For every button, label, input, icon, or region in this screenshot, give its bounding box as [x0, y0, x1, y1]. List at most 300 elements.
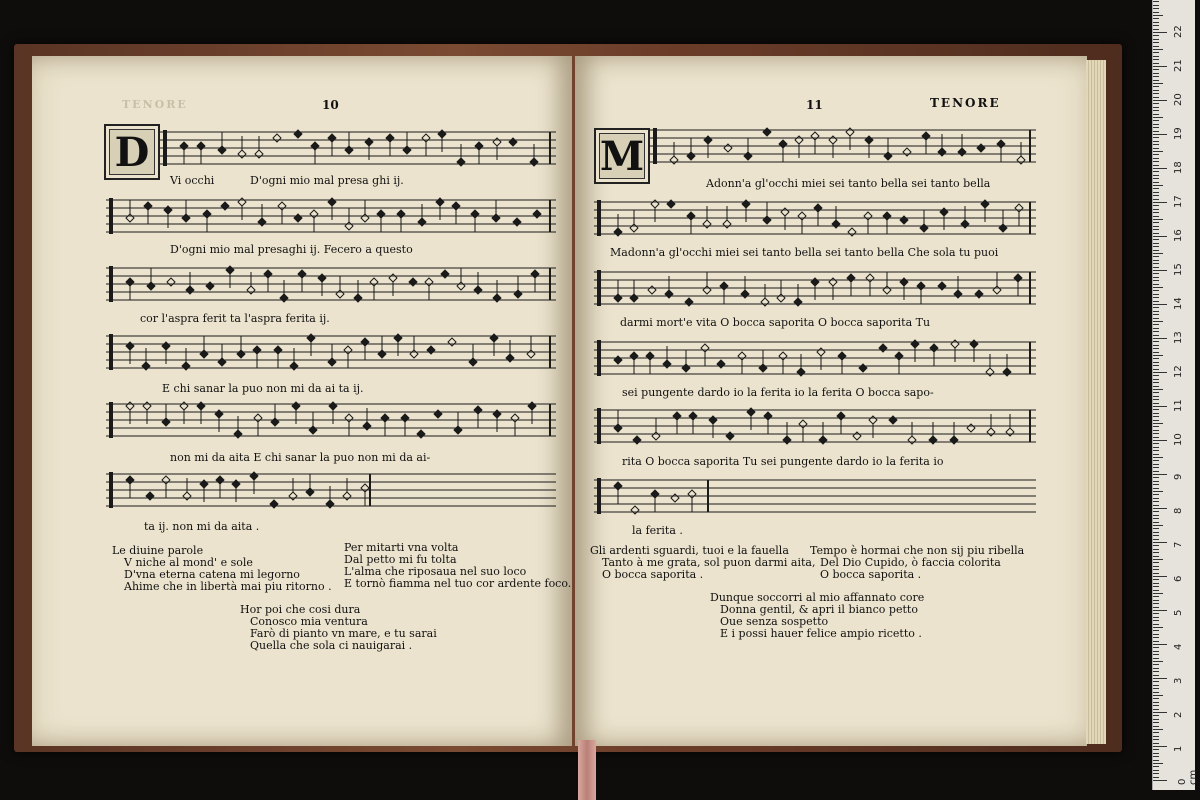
ruler-tick	[1153, 287, 1163, 288]
note-head	[328, 134, 336, 142]
left-page-number: 10	[322, 98, 339, 112]
ruler-tick	[1153, 406, 1167, 407]
ruler-tick	[1153, 5, 1159, 6]
ruler-tick	[1153, 233, 1159, 234]
note-head	[817, 348, 825, 356]
note-head	[278, 202, 286, 210]
ruler-tick	[1153, 712, 1167, 713]
bookmark-ribbon	[578, 740, 596, 800]
ruler-tick	[1153, 379, 1159, 380]
ruler-number: 8	[1173, 507, 1184, 514]
ruler-number: 14	[1173, 297, 1184, 310]
note-head	[146, 492, 154, 500]
ruler-unit-label: 0 cm	[1177, 769, 1199, 785]
note-head	[292, 402, 300, 410]
right-lyric-1: Adonn'a gl'occhi miei sei tanto bella sei tanto bella	[706, 177, 991, 190]
ruler-tick	[1153, 80, 1159, 81]
note-head	[280, 294, 288, 302]
note-head	[471, 210, 479, 218]
note-head	[143, 402, 151, 410]
ruler-tick	[1153, 110, 1159, 111]
left-staff-3	[106, 262, 556, 306]
ruler-tick	[1153, 698, 1159, 699]
ruler-tick	[1153, 766, 1159, 767]
right-staff-6	[594, 474, 1036, 518]
ruler-tick	[1153, 715, 1159, 716]
ruler-tick	[1153, 426, 1159, 427]
note-head	[838, 352, 846, 360]
ruler-tick	[1153, 780, 1167, 781]
note-head	[182, 214, 190, 222]
note-head	[425, 278, 433, 286]
ruler-tick	[1153, 318, 1159, 319]
ruler-tick	[1153, 382, 1159, 383]
clef-mark	[109, 402, 113, 438]
ruler-tick	[1153, 178, 1159, 179]
ruler-tick	[1153, 430, 1159, 431]
note-head	[197, 142, 205, 150]
ruler-tick	[1153, 352, 1159, 353]
note-head	[329, 402, 337, 410]
note-head	[531, 270, 539, 278]
note-head	[434, 410, 442, 418]
ruler-tick	[1153, 590, 1159, 591]
ruler-tick	[1153, 32, 1167, 33]
note-head	[186, 286, 194, 294]
note-head	[454, 426, 462, 434]
ruler-tick	[1153, 573, 1159, 574]
right-staff-3	[594, 266, 1036, 310]
note-head	[438, 130, 446, 138]
ruler-tick	[1153, 311, 1159, 312]
note-head	[298, 270, 306, 278]
note-head	[879, 344, 887, 352]
note-head	[422, 134, 430, 142]
note-head	[474, 406, 482, 414]
right-staff-4	[594, 336, 1036, 380]
ruler-tick	[1153, 562, 1159, 563]
note-head	[761, 298, 769, 306]
note-head	[345, 146, 353, 154]
ruler-tick	[1153, 100, 1167, 101]
ruler-tick	[1153, 627, 1163, 628]
ruler-tick	[1153, 39, 1159, 40]
ruler-tick	[1153, 685, 1159, 686]
ruler-tick	[1153, 736, 1159, 737]
ruler-tick	[1153, 440, 1167, 441]
note-head	[533, 210, 541, 218]
ruler-tick	[1153, 739, 1159, 740]
note-head	[987, 428, 995, 436]
ruler-tick	[1153, 154, 1159, 155]
ruler-tick	[1153, 423, 1163, 424]
ruler-number: 2	[1173, 711, 1184, 718]
note-head	[306, 488, 314, 496]
note-head	[221, 202, 229, 210]
ruler-tick	[1153, 73, 1159, 74]
ruler-tick	[1153, 467, 1159, 468]
note-head	[294, 130, 302, 138]
note-head	[682, 364, 690, 372]
note-head	[687, 212, 695, 220]
note-head	[779, 140, 787, 148]
ruler-number: 17	[1173, 195, 1184, 208]
note-head	[908, 436, 916, 444]
note-head	[326, 500, 334, 508]
ruler-tick	[1153, 63, 1159, 64]
ruler-tick	[1153, 613, 1159, 614]
note-head	[954, 290, 962, 298]
ruler-number: 19	[1173, 127, 1184, 140]
clef-mark	[597, 340, 601, 376]
right-staff-1	[650, 124, 1036, 168]
note-head	[883, 212, 891, 220]
note-head	[869, 416, 877, 424]
note-head	[999, 224, 1007, 232]
right-lyric-5: rita O bocca saporita Tu sei pungente dardo io la ferita io	[622, 455, 944, 468]
ruler-tick	[1153, 345, 1159, 346]
ruler-number: 11	[1173, 399, 1184, 412]
ruler-tick	[1153, 624, 1159, 625]
note-head	[126, 214, 134, 222]
note-head	[354, 294, 362, 302]
ruler-number: 10	[1173, 433, 1184, 446]
right-lyric-6: la ferita .	[632, 524, 683, 537]
note-head	[294, 214, 302, 222]
ruler-tick	[1153, 576, 1167, 577]
note-head	[197, 402, 205, 410]
note-head	[403, 146, 411, 154]
ruler-tick	[1153, 668, 1159, 669]
note-head	[929, 436, 937, 444]
ruler-tick	[1153, 671, 1159, 672]
right-page-number: 11	[806, 98, 823, 112]
ruler-tick	[1153, 464, 1159, 465]
ruler-tick	[1153, 239, 1159, 240]
note-head	[630, 352, 638, 360]
ruler-tick	[1153, 454, 1159, 455]
verse-line: D'vna eterna catena mi legorno	[124, 568, 300, 581]
ruler-tick	[1153, 488, 1159, 489]
ruler-tick	[1153, 195, 1159, 196]
ruler-tick	[1153, 222, 1159, 223]
ruler-tick	[1153, 498, 1159, 499]
note-head	[630, 224, 638, 232]
ruler-tick	[1153, 362, 1159, 363]
clef-mark	[597, 478, 601, 514]
right-lyric-4: sei pungente dardo io la ferita io la ferita O bocca sapo-	[622, 386, 934, 399]
note-head	[779, 352, 787, 360]
ruler-tick	[1153, 141, 1159, 142]
note-head	[922, 132, 930, 140]
left-staff-6	[106, 468, 556, 512]
note-head	[469, 358, 477, 366]
verse-line: Tanto à me grata, sol puon darmi aita,	[602, 556, 816, 569]
note-head	[457, 282, 465, 290]
ruler-tick	[1153, 151, 1163, 152]
note-head	[238, 198, 246, 206]
left-verse-stanza-1	[112, 545, 332, 593]
ruler-tick	[1153, 321, 1163, 322]
note-head	[264, 270, 272, 278]
note-head	[250, 472, 258, 480]
ruler-tick	[1153, 474, 1167, 475]
note-head	[457, 158, 465, 166]
clef-mark	[597, 270, 601, 306]
verse-line: O bocca saporita .	[602, 568, 704, 581]
ruler-tick	[1153, 267, 1159, 268]
ruler-tick	[1153, 678, 1167, 679]
note-head	[381, 414, 389, 422]
note-head	[378, 350, 386, 358]
measuring-ruler	[1152, 0, 1199, 790]
note-head	[900, 216, 908, 224]
note-head	[846, 128, 854, 136]
right-staff-5	[594, 404, 1036, 448]
ruler-tick	[1153, 552, 1159, 553]
note-head	[363, 422, 371, 430]
ruler-tick	[1153, 596, 1159, 597]
ruler-tick	[1153, 35, 1159, 36]
ruler-tick	[1153, 569, 1159, 570]
note-head	[797, 368, 805, 376]
right-header-title: TENORE	[930, 96, 1001, 110]
note-head	[724, 144, 732, 152]
clef-mark	[109, 198, 113, 234]
ruler-tick	[1153, 777, 1159, 778]
ruler-tick	[1153, 202, 1167, 203]
ruler-tick	[1153, 603, 1159, 604]
note-head	[759, 364, 767, 372]
ruler-tick	[1153, 658, 1159, 659]
note-head	[895, 352, 903, 360]
note-head	[673, 412, 681, 420]
ruler-tick	[1153, 338, 1167, 339]
note-head	[200, 480, 208, 488]
ruler-tick	[1153, 528, 1159, 529]
ruler-tick	[1153, 56, 1159, 57]
verse-line: Tempo è hormai che non sij piu ribella	[810, 544, 1025, 557]
ruler-number: 12	[1173, 365, 1184, 378]
note-head	[911, 340, 919, 348]
ruler-tick	[1153, 280, 1159, 281]
ruler-tick	[1153, 304, 1167, 305]
ruler-tick	[1153, 46, 1159, 47]
note-head	[744, 152, 752, 160]
ruler-number: 15	[1173, 263, 1184, 276]
ruler-tick	[1153, 182, 1159, 183]
ruler-tick	[1153, 97, 1159, 98]
ruler-tick	[1153, 168, 1167, 169]
ruler-tick	[1153, 375, 1159, 376]
note-head	[883, 286, 891, 294]
note-head	[814, 204, 822, 212]
ruler-tick	[1153, 69, 1159, 70]
note-head	[832, 220, 840, 228]
note-head	[671, 494, 679, 502]
ruler-tick	[1153, 25, 1159, 26]
ruler-tick	[1153, 457, 1163, 458]
ruler-tick	[1153, 386, 1159, 387]
ruler-tick	[1153, 131, 1159, 132]
note-head	[142, 362, 150, 370]
ruler-tick	[1153, 144, 1159, 145]
ruler-number: 22	[1173, 25, 1184, 38]
ruler-tick	[1153, 284, 1159, 285]
ruler-tick	[1153, 175, 1159, 176]
ruler-tick	[1153, 205, 1159, 206]
note-head	[126, 476, 134, 484]
ruler-tick	[1153, 42, 1159, 43]
note-head	[377, 210, 385, 218]
note-head	[397, 210, 405, 218]
verse-line: Hor poi che cosi dura	[240, 603, 361, 616]
note-head	[646, 352, 654, 360]
note-head	[307, 334, 315, 342]
ruler-tick	[1153, 396, 1159, 397]
note-head	[940, 208, 948, 216]
ruler-tick	[1153, 630, 1159, 631]
note-head	[506, 354, 514, 362]
note-head	[981, 200, 989, 208]
ruler-tick	[1153, 263, 1159, 264]
note-head	[216, 476, 224, 484]
note-head	[258, 218, 266, 226]
ruler-tick	[1153, 760, 1159, 761]
note-head	[162, 342, 170, 350]
ruler-tick	[1153, 229, 1159, 230]
ruler-tick	[1153, 188, 1159, 189]
ruler-tick	[1153, 749, 1159, 750]
ruler-number: 9	[1173, 473, 1184, 480]
ruler-tick	[1153, 726, 1159, 727]
note-head	[452, 202, 460, 210]
ruler-tick	[1153, 86, 1159, 87]
ruler-tick	[1153, 348, 1159, 349]
ruler-tick	[1153, 583, 1159, 584]
note-head	[663, 360, 671, 368]
ruler-tick	[1153, 722, 1159, 723]
ruler-tick	[1153, 620, 1159, 621]
note-head	[126, 402, 134, 410]
ruler-tick	[1153, 209, 1159, 210]
note-head	[311, 142, 319, 150]
note-head	[361, 214, 369, 222]
note-head	[837, 412, 845, 420]
ruler-tick	[1153, 161, 1159, 162]
clef-mark	[597, 200, 601, 236]
ruler-tick	[1153, 59, 1159, 60]
ruler-tick	[1153, 559, 1163, 560]
ruler-tick	[1153, 83, 1163, 84]
left-staff-4	[106, 330, 556, 374]
ruler-tick	[1153, 273, 1159, 274]
note-head	[386, 134, 394, 142]
left-staff-1	[160, 126, 556, 170]
note-head	[328, 198, 336, 206]
note-head	[970, 340, 978, 348]
ruler-number: 16	[1173, 229, 1184, 242]
note-head	[394, 334, 402, 342]
right-verse-stanza-1	[590, 545, 815, 581]
ruler-tick	[1153, 355, 1163, 356]
note-head	[670, 156, 678, 164]
note-head	[1014, 274, 1022, 282]
note-head	[889, 416, 897, 424]
note-head	[938, 148, 946, 156]
note-head	[631, 506, 639, 514]
ruler-tick	[1153, 409, 1159, 410]
note-head	[318, 274, 326, 282]
note-head	[271, 418, 279, 426]
ruler-tick	[1153, 460, 1159, 461]
note-head	[701, 344, 709, 352]
ruler-tick	[1153, 212, 1159, 213]
ruler-tick	[1153, 705, 1159, 706]
note-head	[726, 432, 734, 440]
ruler-tick	[1153, 158, 1159, 159]
ruler-tick	[1153, 226, 1159, 227]
ruler-tick	[1153, 76, 1159, 77]
ruler-tick	[1153, 192, 1159, 193]
ruler-tick	[1153, 137, 1159, 138]
ruler-tick	[1153, 719, 1159, 720]
ruler-tick	[1153, 22, 1159, 23]
note-head	[917, 282, 925, 290]
note-head	[811, 132, 819, 140]
note-head	[475, 142, 483, 150]
ruler-tick	[1153, 331, 1159, 332]
note-head	[951, 340, 959, 348]
ruler-tick	[1153, 93, 1159, 94]
ruler-tick	[1153, 66, 1167, 67]
ruler-tick	[1153, 15, 1163, 16]
ruler-tick	[1153, 654, 1159, 655]
ruler-tick	[1153, 49, 1163, 50]
note-head	[180, 402, 188, 410]
ruler-tick	[1153, 773, 1159, 774]
note-head	[309, 426, 317, 434]
clef-mark	[109, 334, 113, 370]
ruler-number: 1	[1173, 745, 1184, 752]
note-head	[492, 214, 500, 222]
note-head	[509, 138, 517, 146]
note-head	[717, 360, 725, 368]
note-head	[270, 500, 278, 508]
ruler-tick	[1153, 511, 1159, 512]
note-head	[704, 136, 712, 144]
left-verse-stanza-2	[344, 542, 571, 590]
note-head	[361, 484, 369, 492]
verse-line: E tornò fiamma nel tuo cor ardente foco.	[344, 577, 572, 590]
note-head	[651, 200, 659, 208]
verse-line: Per mitarti vna volta	[344, 541, 459, 554]
ruler-tick	[1153, 372, 1167, 373]
ruler-tick	[1153, 369, 1159, 370]
note-head	[853, 432, 861, 440]
ruler-tick	[1153, 763, 1163, 764]
ruler-tick	[1153, 365, 1159, 366]
ruler-tick	[1153, 566, 1159, 567]
ruler-number: 6	[1173, 575, 1184, 582]
ruler-tick	[1153, 324, 1159, 325]
note-head	[723, 220, 731, 228]
ruler-tick	[1153, 508, 1167, 509]
ruler-tick	[1153, 661, 1163, 662]
note-head	[747, 408, 755, 416]
bleed-through-title: TENORE	[122, 98, 188, 111]
note-head	[238, 150, 246, 158]
